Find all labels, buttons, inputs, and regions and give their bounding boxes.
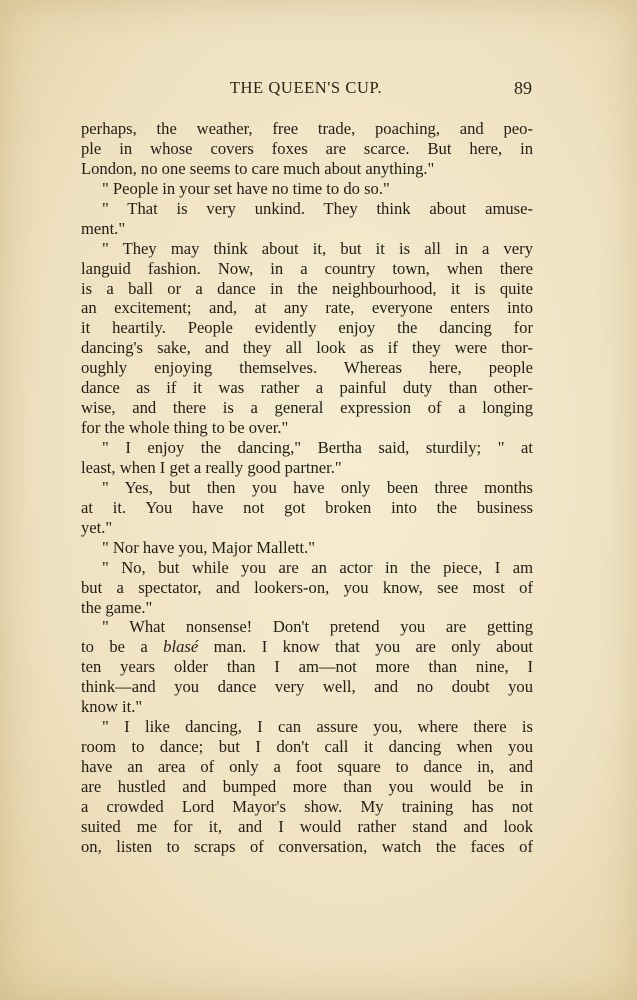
- text-line: London, no one seems to care much about anything.": [81, 158, 435, 178]
- page-number: 89: [514, 78, 532, 98]
- text-line: it heartily. People evidently enjoy the dancing for: [81, 318, 533, 338]
- text-line: " People in your set have no time to do so.": [102, 178, 390, 198]
- text-line: at it. You have not got broken into the business: [81, 497, 533, 517]
- text-line: to be a blasé man. I know that you are only about: [81, 637, 533, 657]
- running-head: [80, 76, 532, 102]
- text-line: least, when I get a really good partner.": [81, 457, 342, 477]
- text-line: " What nonsense! Don't pretend you are getting: [102, 617, 533, 637]
- text-line: know it.": [81, 697, 143, 717]
- text-line: " I like dancing, I can assure you, where there is: [102, 717, 533, 737]
- text-line: on, listen to scraps of conversation, watch the faces of: [81, 836, 533, 856]
- text-line: the game.": [81, 597, 153, 617]
- text-line: have an area of only a foot square to dance in, and: [81, 757, 533, 776]
- text-line: " That is very unkind. They think about amuse-: [102, 198, 533, 218]
- text-line: dance as if it was rather a painful duty than other-: [81, 378, 533, 398]
- text-line: suited me for it, and I would rather stand and look: [81, 816, 533, 836]
- text-line: dancing's sake, and they all look as if they were thor-: [81, 338, 533, 358]
- text-line: " No, but while you are an actor in the piece, I am: [102, 557, 533, 577]
- text-line: " I enjoy the dancing," Bertha said, sturdily; " at: [102, 438, 533, 457]
- text-line: languid fashion. Now, in a country town, when there: [81, 258, 533, 278]
- text-line: " Yes, but then you have only been three months: [102, 477, 533, 497]
- text-line: ple in whose covers foxes are scarce. But here, in: [81, 138, 533, 158]
- text-line: yet.": [81, 517, 113, 537]
- text-line: room to dance; but I don't call it dancing when you: [81, 737, 533, 757]
- text-line: " They may think about it, but it is all in a very: [102, 238, 533, 258]
- text-line: ten years older than I am—not more than nine, I: [81, 657, 533, 677]
- italic-word: blasé: [163, 637, 199, 657]
- body-text: [81, 119, 533, 857]
- text-line: ment.": [81, 218, 126, 238]
- text-line: for the whole thing to be over.": [81, 418, 289, 438]
- text-line: are hustled and bumped more than you would be in: [81, 776, 533, 796]
- text-line: but a spectator, and lookers-on, you know, see most of: [81, 577, 533, 597]
- text-line: a crowded Lord Mayor's show. My training has not: [81, 796, 533, 816]
- text-line: is a ball or a dance in the neighbourhood, it is quite: [81, 278, 533, 298]
- text-line: wise, and there is a general expression of a longing: [81, 398, 533, 418]
- text-line: perhaps, the weather, free trade, poaching, and peo-: [81, 119, 533, 138]
- text-line: think—and you dance very well, and no doubt you: [81, 677, 533, 697]
- running-title: THE QUEEN'S CUP.: [229, 78, 383, 97]
- text-line: oughly enjoying themselves. Whereas here, people: [81, 358, 533, 378]
- text-line: " Nor have you, Major Mallett.": [102, 537, 316, 557]
- text-line: an excitement; and, at any rate, everyone enters into: [81, 298, 533, 318]
